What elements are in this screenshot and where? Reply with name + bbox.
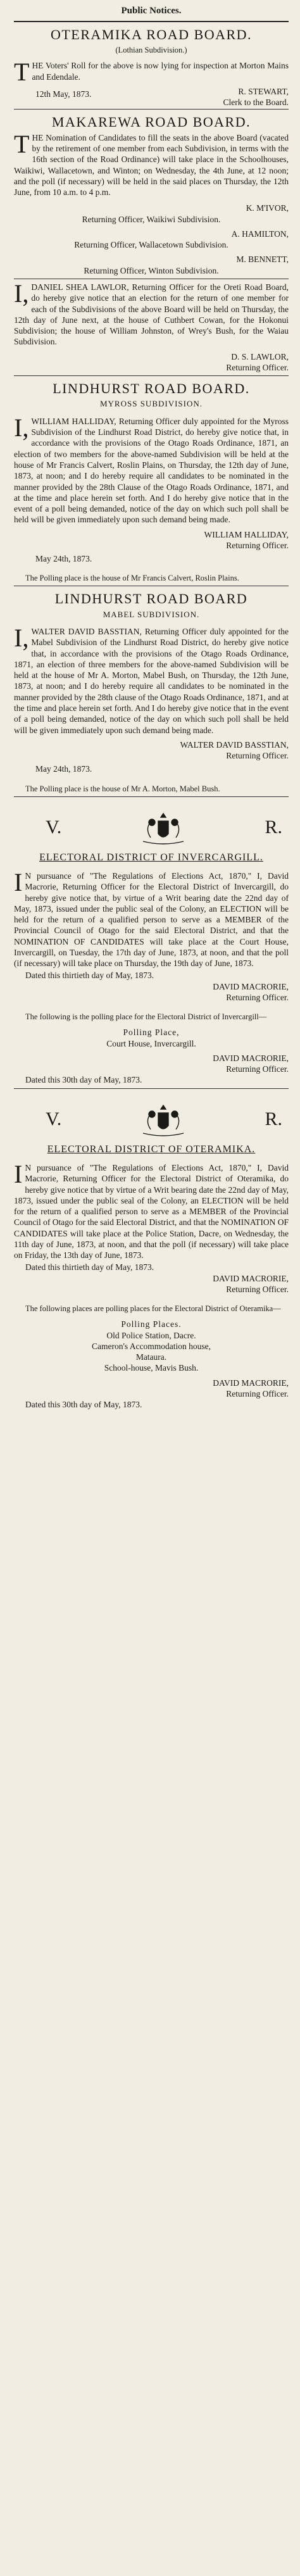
notice-makarewa-road-board [14,113,289,276]
polling-intro: The following is the polling place for the Electoral District of Invercargill— [25,1012,267,1022]
signer-name: K. M'IVOR, [246,203,289,213]
royal-coat-of-arms-icon [133,808,194,848]
notice-title: OTERAMIKA ROAD BOARD. [50,27,253,43]
divider [14,375,289,376]
signer-role: Returning Officer. [226,1284,289,1294]
drop-cap: I, [14,413,29,442]
notice-body: THE Nomination of Candidates to fill the seats in the above Board (vacated by the retirement of one member from each Subdivision, in terms with the 16th section of the Road Ordinance) will take place in the Schoolhouses, Waikiwi, Wallacetown, and Winton; on Wednesday, the 4th June, at 12 noon; and the poll (if necessary) will be held in the said places on Thursday, the 12th June, from 10 a.m. to 4 p.m. [14,129,289,198]
notice-date: May 24th, 1873. [35,764,92,774]
notice-body: I, WALTER DAVID BASSTIAN, Returning Officer duly appointed for the Mabel Subdivision of the Lindhurst Road District, do hereby give notice that, in accordance with the provisions of the Otago Roads Ordinance, 1871, an election of three members for the above-named Subdivision will be held at the house of Mr A. Morton, Mabel Bush, on Thursday, the 12th June, 1873, at noon; and I do hereby require all candidates to be nominated in the manner provided by the 28th clause of the Otago Roads Ordinance, 1871, and at the time and place herein set forth. And I do hereby give notice that in the event of a poll being demanded, notice of the day on which such poll shall be held will be given immediately upon such demand being made. [14,624,289,735]
r-letter: R. [265,1109,282,1130]
signer-role: Returning Officer. [226,993,289,1002]
polling-intro: The following places are polling places for the Electoral District of Oteramika— [25,1304,281,1314]
signer-name: DAVID MACRORIE, [213,1273,289,1283]
divider [14,109,289,110]
drop-cap: I, [14,279,29,308]
notice-body: I, WILLIAM HALLIDAY, Returning Officer duly appointed for the Myross Subdivision of the Lindhurst Road District, do hereby give notice that, in accordance with the provisions of the Otago Roads Ordinance, 1871, an election of two members for the above-named Subdivision will be held at the house of Mr Francis Calvert, Roslin Plains, on Thursday, the 12th day of June, 1873, at noon; and I do hereby require all candidates to be nominated in the manner provided by the 28th Clause of the Otago Roads Ordinance, 1871, and at the time and place herein set forth. And I do hereby give notice that in the event of a poll being demanded, notice of the day on which such poll shall be held will be given immediately upon such demand being made. [14,413,289,525]
notice-oreti-road-board [14,279,289,373]
notice-body: THE Voters' Roll for the above is now lying for inspection at Morton Mains and Edendale. [14,58,289,87]
notice-invercargill-election [14,808,289,1086]
royal-header [46,808,282,848]
notice-title: MAKAREWA ROAD BOARD. [51,113,251,130]
signer-name: M. BENNETT, [236,254,289,265]
drop-cap: I, [14,624,29,653]
notice-dated: Dated this thirtieth day of May, 1873. [25,1262,154,1272]
signer-role: Returning Officer. [226,540,289,550]
polling-place-heading: Polling Place, [123,1027,180,1038]
royal-coat-of-arms-icon [133,1100,194,1140]
signer-name: WALTER DAVID BASSTIAN, [180,739,289,750]
divider [14,1088,289,1089]
signer-role: Returning Officer, Wallacetown Subdivision. [74,240,228,250]
signer-role: Returning Officer, Waikiwi Subdivision. [82,214,221,224]
notice-oteramika-road-board [14,26,289,108]
v-letter: V. [46,1109,62,1130]
signer-name: R. STEWART, [238,86,289,96]
notice-oteramika-election [14,1100,289,1411]
drop-cap: I [14,1160,23,1189]
notice-subtitle: MYROSS SUBDIVISION. [99,399,203,409]
divider [14,21,289,22]
divider [14,796,289,797]
notice-title: LINDHURST ROAD BOARD. [53,380,250,397]
notice-date: 12th May, 1873. [35,89,92,99]
polling-place: Old Police Station, Dacre. [106,1330,196,1340]
drop-cap: T [14,58,30,87]
signer-name: DAVID MACRORIE, [213,1053,289,1063]
signer-role: Returning Officer. [226,751,289,761]
notice-subtitle: (Lothian Subdivision.) [115,46,187,55]
drop-cap: I [14,868,23,897]
signer-role: Returning Officer. [226,362,289,372]
notice-body: I N pursuance of "The Regulations of Elections Act, 1870," I, David Macrorie, Returning Officer for the Electoral District of Oteramika, do hereby give notice that by virtue of a Writ bearing date the 22nd day of May, 1873, issued under the public seal of the Colony, an ELECTION will be held for the return of a qualified person to serve as a MEMBER of the Provincial Council of Otago for the said Electoral District, and that the NOMINATION OF CANDIDATES will take place at the Police Station, Dacre, on Wednesday, the 11th day of June, 1873, at noon, and that the poll (if necessary) will take place on Friday, the 13th day of June, 1873. [14,1160,289,1260]
drop-cap: T [14,129,30,158]
notice-subtitle: MABEL SUBDIVISION. [103,609,200,619]
notice-title: LINDHURST ROAD BOARD [54,591,248,607]
notice-lindhurst-mabel [14,590,289,793]
polling-place: School-house, Mavis Bush. [104,1363,199,1373]
signer-name: DAVID MACRORIE, [213,1378,289,1388]
polling-place: Mataura. [135,1352,167,1362]
polling-place: Court House, Invercargill. [106,1038,196,1048]
notice-dated: Dated this 30th day of May, 1873. [25,1075,142,1085]
v-letter: V. [46,817,62,838]
notice-body: I N pursuance of "The Regulations of Elections Act, 1870," I, David Macrorie, Returning Officer for the Electoral District of Invercargill, do hereby give notice that, by virtue of a Writ bearing date the 22nd day of May, 1873, issued under the public seal of the Colony, an ELECTION will be held for the return of a qualified person to serve as a MEMBER of the Provincial Council of Otago for the said Electoral District, and that the NOMINATION OF CANDIDATES will take place at the Court House, Invercargill, on Tuesday, the 17th day of June, 1873, at noon, and that the poll (if necessary) will take place on Thursday, the 19th day of June, 1873. [14,868,289,969]
royal-header [46,1100,282,1140]
section-header: Public Notices. [121,6,182,16]
notice-date: May 24th, 1873. [35,554,92,564]
polling-place-heading: Polling Places. [121,1319,182,1329]
signer-name: DAVID MACRORIE, [213,981,289,991]
notice-title: ELECTORAL DISTRICT OF INVERCARGILL. [39,851,263,863]
notice-lindhurst-myross [14,380,289,583]
signer-role: Returning Officer. [226,1388,289,1398]
r-letter: R. [265,817,282,838]
polling-note: The Polling place is the house of Mr A. Morton, Mabel Bush. [25,784,220,793]
notice-title: ELECTORAL DISTRICT OF OTERAMIKA. [47,1143,256,1155]
notice-dated: Dated this 30th day of May, 1873. [25,1400,142,1410]
polling-place: Cameron's Accommodation house, [91,1341,211,1351]
signer-name: D. S. LAWLOR, [231,351,289,361]
notice-dated: Dated this thirtieth day of May, 1873. [25,971,154,981]
polling-note: The Polling place is the house of Mr Francis Calvert, Roslin Plains. [25,574,239,583]
signer-name: A. HAMILTON, [231,229,289,239]
notice-body: I, DANIEL SHEA LAWLOR, Returning Officer for the Oreti Road Board, do hereby give notice that an election for the return of one member for each of the Subdivisions of the above Board will be held on Thursday, the 12th day of June next, at the house of Cuthbert Cowan, for the Hokonui Subdivision; the house of William Johnston, of Wrey's Bush, for the Waiau Subdivision. [14,279,289,347]
signer-role: Clerk to the Board. [223,97,289,108]
signer-role: Returning Officer, Winton Subdivision. [84,265,219,275]
signer-role: Returning Officer. [226,1064,289,1074]
signer-name: WILLIAM HALLIDAY, [204,529,289,539]
